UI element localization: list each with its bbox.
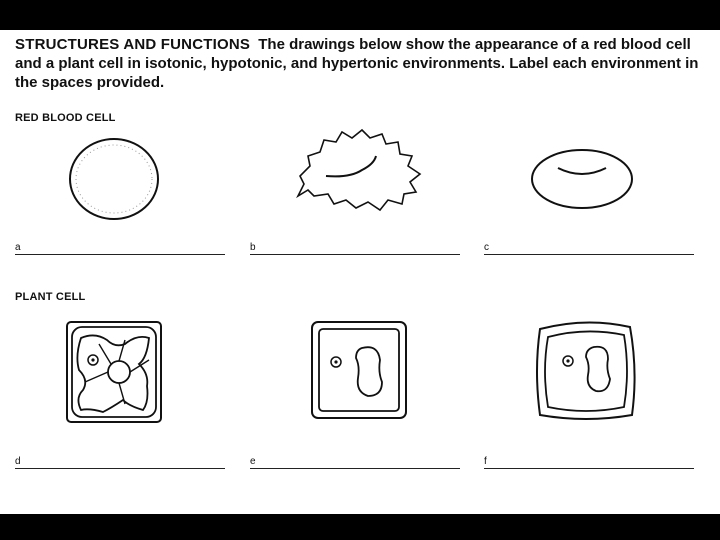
section-label-red-blood-cell: RED BLOOD CELL xyxy=(15,112,116,124)
blank-letter: c xyxy=(484,242,489,253)
plant-cell-drawing-f xyxy=(530,315,642,427)
blank-line xyxy=(15,468,225,469)
blank-line xyxy=(484,468,694,469)
plant-cell-drawing-d xyxy=(65,320,165,425)
blank-line xyxy=(250,468,460,469)
red-blood-cell-drawing-b xyxy=(290,126,430,216)
answer-blank-d[interactable] xyxy=(15,455,225,469)
blank-line xyxy=(15,254,225,255)
section-label-plant-cell: PLANT CELL xyxy=(15,291,86,303)
blank-letter: f xyxy=(484,456,487,467)
answer-blank-b[interactable] xyxy=(250,241,460,255)
instructions-heading: STRUCTURES AND FUNCTIONS xyxy=(15,36,251,53)
blank-letter: b xyxy=(250,242,256,253)
instructions-text: The drawings below show the appearance of a red blood cell and a plant cell in isotonic, hypotonic, and hypertonic environments. Label each environment in the spaces provided. xyxy=(15,36,699,91)
answer-blank-f[interactable] xyxy=(484,455,694,469)
blank-line xyxy=(250,254,460,255)
blank-letter: a xyxy=(15,242,21,253)
plant-cell-drawing-e xyxy=(310,320,410,422)
worksheet-page xyxy=(0,30,720,514)
red-blood-cell-drawing-c xyxy=(528,146,638,216)
top-black-bar xyxy=(0,0,720,30)
instructions xyxy=(15,35,705,92)
blank-letter: d xyxy=(15,456,21,467)
answer-blank-e[interactable] xyxy=(250,455,460,469)
blank-letter: e xyxy=(250,456,256,467)
answer-blank-c[interactable] xyxy=(484,241,694,255)
red-blood-cell-drawing-a xyxy=(60,135,170,225)
answer-blank-a[interactable] xyxy=(15,241,225,255)
blank-line xyxy=(484,254,694,255)
bottom-black-bar xyxy=(0,514,720,540)
